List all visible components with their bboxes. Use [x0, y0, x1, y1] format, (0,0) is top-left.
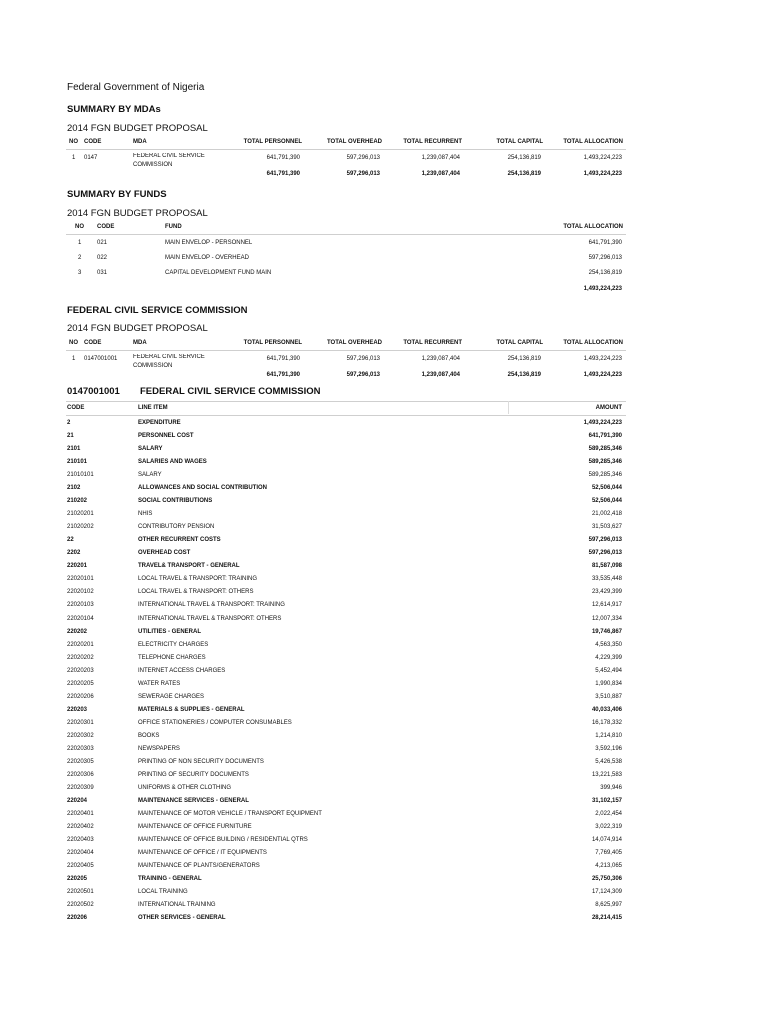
line-item-code: 22020205 — [67, 680, 94, 687]
line-item-amount: 23,429,399 — [591, 589, 622, 596]
line-item-amount: 81,587,098 — [591, 563, 622, 570]
line-item-name: ELECTRICITY CHARGES — [138, 641, 209, 648]
line-item-amount: 19,746,867 — [591, 628, 622, 635]
line-item-code: 220205 — [67, 876, 88, 882]
header-total-allocation: TOTAL ALLOCATION — [563, 224, 623, 230]
line-item-row — [66, 873, 626, 886]
line-item-amount: 4,563,350 — [595, 641, 622, 648]
line-item-row — [66, 456, 626, 469]
line-item-name: TRAVEL& TRANSPORT - GENERAL — [138, 563, 240, 570]
total-allocation: 1,493,224,223 — [583, 372, 622, 378]
row-mda-name-2: COMMISSION — [133, 363, 173, 369]
line-item-row — [66, 860, 626, 873]
line-item-code: 22020201 — [67, 641, 94, 648]
header-total-allocation: TOTAL ALLOCATION — [563, 139, 623, 145]
header-divider — [508, 401, 509, 414]
line-item-row — [66, 626, 626, 639]
fund-row-code: 022 — [97, 255, 108, 261]
fcsc-summary-title: FEDERAL CIVIL SERVICE COMMISSION — [67, 305, 248, 316]
line-item-name: INTERNATIONAL TRAVEL & TRANSPORT: TRAINING — [138, 602, 285, 609]
line-item-row — [66, 730, 626, 743]
line-item-row — [66, 886, 626, 899]
line-item-name: SOCIAL CONTRIBUTIONS — [138, 498, 213, 505]
mda-summary-totals — [66, 171, 626, 181]
line-item-code: 2102 — [67, 485, 81, 492]
line-item-amount: 8,625,997 — [595, 902, 622, 909]
line-item-name: ALLOWANCES AND SOCIAL CONTRIBUTION — [138, 485, 267, 492]
line-item-code: 22020401 — [67, 810, 94, 817]
fund-row-no: 1 — [78, 240, 82, 246]
line-items-section-code: 0147001001 — [67, 386, 120, 397]
line-item-name: LOCAL TRAINING — [138, 889, 188, 896]
fund-row-name: CAPITAL DEVELOPMENT FUND MAIN — [165, 270, 272, 276]
line-item-row — [66, 795, 626, 808]
header-no: NO — [69, 340, 78, 346]
line-items-section-title: FEDERAL CIVIL SERVICE COMMISSION — [140, 386, 321, 397]
fund-row-allocation: 597,296,013 — [588, 255, 622, 261]
line-item-code: 220201 — [67, 563, 88, 570]
line-item-row — [66, 782, 626, 795]
line-item-code: 22020306 — [67, 771, 94, 778]
line-item-amount: 1,990,834 — [595, 680, 622, 687]
row-personnel: 641,791,390 — [266, 356, 300, 362]
line-item-code: 2 — [67, 420, 71, 426]
line-item-row — [66, 599, 626, 612]
line-item-row — [66, 469, 626, 482]
line-item-name: BOOKS — [138, 732, 160, 739]
line-item-code: 22020309 — [67, 784, 94, 791]
line-item-row — [66, 495, 626, 508]
total-personnel: 641,791,390 — [266, 372, 300, 378]
government-title: Federal Government of Nigeria — [67, 82, 205, 93]
line-item-code: 22020404 — [67, 850, 94, 856]
line-item-name: NHIS — [138, 511, 153, 518]
line-item-code: 21020202 — [67, 524, 94, 531]
line-item-amount: 4,213,065 — [595, 863, 622, 869]
line-item-amount: 589,285,346 — [588, 446, 622, 453]
row-overhead: 597,296,013 — [346, 356, 380, 362]
line-item-name: OTHER SERVICES - GENERAL — [138, 915, 226, 922]
fund-row — [66, 270, 626, 280]
total-personnel: 641,791,390 — [266, 171, 300, 177]
line-item-amount: 25,750,306 — [591, 876, 622, 882]
line-item-amount: 52,506,044 — [591, 498, 622, 505]
line-item-amount: 3,510,887 — [595, 693, 622, 700]
line-item-row — [66, 834, 626, 847]
line-item-code: 2101 — [67, 446, 81, 453]
row-code: 0147001001 — [84, 356, 118, 362]
line-item-name: MAINTENANCE SERVICES - GENERAL — [138, 797, 249, 804]
line-item-amount: 13,221,583 — [591, 771, 622, 778]
line-item-amount: 2,022,454 — [595, 810, 622, 817]
total-capital: 254,136,819 — [507, 372, 541, 378]
row-code: 0147 — [84, 155, 98, 161]
row-personnel: 641,791,390 — [266, 155, 300, 161]
line-item-code: 22020104 — [67, 615, 94, 622]
line-item-row — [66, 769, 626, 782]
row-capital: 254,136,819 — [507, 155, 541, 161]
fund-summary-header — [66, 222, 626, 235]
line-item-code: 22020202 — [67, 654, 94, 661]
total-overhead: 597,296,013 — [346, 372, 380, 378]
line-item-row — [66, 430, 626, 443]
line-item-code: 22020103 — [67, 602, 94, 609]
line-item-amount: 1,214,810 — [595, 732, 622, 739]
row-allocation: 1,493,224,223 — [583, 356, 622, 362]
line-item-code: 21010101 — [67, 472, 94, 479]
line-item-amount: 52,506,044 — [591, 485, 622, 492]
header-mda: MDA — [133, 340, 147, 346]
line-item-name: MAINTENANCE OF OFFICE BUILDING / RESIDENTIAL QTRS — [138, 837, 308, 843]
line-item-code: 22020405 — [67, 863, 94, 869]
header-no: NO — [69, 139, 78, 145]
line-item-amount: 399,946 — [600, 784, 622, 791]
line-item-row — [66, 613, 626, 626]
header-code: CODE — [67, 405, 85, 411]
line-item-row — [66, 704, 626, 717]
header-mda: MDA — [133, 139, 147, 145]
fund-summary-total — [66, 286, 626, 296]
fcsc-summary-row — [66, 354, 626, 370]
total-capital: 254,136,819 — [507, 171, 541, 177]
header-line-item: LINE ITEM — [138, 405, 168, 411]
fcsc-summary-totals — [66, 372, 626, 382]
line-item-code: 22020206 — [67, 693, 94, 700]
row-recurrent: 1,239,087,404 — [421, 155, 460, 161]
header-total-capital: TOTAL CAPITAL — [496, 139, 543, 145]
fund-row-allocation: 641,791,390 — [588, 240, 622, 246]
line-item-code: 210202 — [67, 498, 88, 505]
header-total-capital: TOTAL CAPITAL — [496, 340, 543, 346]
fund-row-name: MAIN ENVELOP - PERSONNEL — [165, 240, 253, 246]
row-capital: 254,136,819 — [507, 356, 541, 362]
line-item-code: 22020502 — [67, 902, 94, 909]
mda-summary-subtitle: 2014 FGN BUDGET PROPOSAL — [67, 123, 208, 134]
line-item-amount: 21,002,418 — [591, 511, 622, 518]
line-item-row — [66, 521, 626, 534]
line-item-amount: 14,074,914 — [591, 837, 622, 843]
line-item-amount: 3,592,196 — [595, 745, 622, 752]
line-item-row — [66, 717, 626, 730]
line-item-row — [66, 665, 626, 678]
line-item-row — [66, 912, 626, 925]
line-item-code: 2202 — [67, 550, 81, 557]
line-item-name: INTERNATIONAL TRAINING — [138, 902, 216, 909]
line-item-amount: 17,124,309 — [591, 889, 622, 896]
line-item-row — [66, 756, 626, 769]
line-item-row — [66, 573, 626, 586]
line-item-name: PRINTING OF NON SECURITY DOCUMENTS — [138, 758, 264, 765]
line-item-amount: 31,102,157 — [591, 797, 622, 804]
line-item-name: SEWERAGE CHARGES — [138, 693, 205, 700]
fund-summary-title: SUMMARY BY FUNDS — [67, 189, 167, 200]
fund-row-allocation: 254,136,819 — [588, 270, 622, 276]
header-total-recurrent: TOTAL RECURRENT — [403, 340, 462, 346]
line-item-name: INTERNET ACCESS CHARGES — [138, 667, 226, 674]
line-item-amount: 31,503,627 — [591, 524, 622, 531]
line-item-name: UTILITIES - GENERAL — [138, 628, 201, 635]
line-item-amount: 16,178,332 — [591, 719, 622, 726]
line-item-code: 22020303 — [67, 745, 94, 752]
header-total-personnel: TOTAL PERSONNEL — [243, 139, 302, 145]
line-item-row — [66, 899, 626, 912]
line-item-code: 22020102 — [67, 589, 94, 596]
line-item-code: 22020203 — [67, 667, 94, 674]
line-item-row — [66, 821, 626, 834]
line-item-row — [66, 534, 626, 547]
line-item-amount: 28,214,415 — [591, 915, 622, 922]
line-item-code: 21 — [67, 433, 74, 439]
line-item-row — [66, 639, 626, 652]
line-item-code: 22020403 — [67, 837, 94, 843]
line-item-row — [66, 586, 626, 599]
line-item-amount: 40,033,406 — [591, 706, 622, 713]
fcsc-summary-header — [66, 338, 626, 351]
fund-row — [66, 240, 626, 250]
header-fund: FUND — [165, 224, 182, 230]
line-item-name: MAINTENANCE OF OFFICE / IT EQUIPMENTS — [138, 850, 267, 856]
line-item-name: SALARY — [138, 446, 163, 453]
line-item-amount: 33,535,448 — [591, 576, 622, 583]
line-item-name: OFFICE STATIONERIES / COMPUTER CONSUMABLES — [138, 719, 292, 726]
line-item-name: EXPENDITURE — [138, 420, 181, 426]
line-item-name: PERSONNEL COST — [138, 433, 194, 439]
line-item-name: OVERHEAD COST — [138, 550, 191, 557]
line-item-code: 22020402 — [67, 823, 94, 830]
line-item-code: 22020301 — [67, 719, 94, 726]
line-item-name: UNIFORMS & OTHER CLOTHING — [138, 784, 232, 791]
row-no: 1 — [72, 155, 76, 161]
fcsc-summary-subtitle: 2014 FGN BUDGET PROPOSAL — [67, 323, 208, 334]
line-item-amount: 7,769,405 — [595, 850, 622, 856]
line-item-name: SALARIES AND WAGES — [138, 459, 207, 466]
fund-row-no: 2 — [78, 255, 82, 261]
line-item-row — [66, 560, 626, 573]
line-item-amount: 641,791,390 — [588, 433, 622, 439]
line-item-amount: 3,022,319 — [595, 823, 622, 830]
row-recurrent: 1,239,087,404 — [421, 356, 460, 362]
row-mda-name-2: COMMISSION — [133, 162, 173, 168]
header-total-overhead: TOTAL OVERHEAD — [326, 139, 382, 145]
line-item-name: CONTRIBUTORY PENSION — [138, 524, 215, 531]
line-item-row — [66, 847, 626, 860]
header-total-personnel: TOTAL PERSONNEL — [243, 340, 302, 346]
line-item-code: 220206 — [67, 915, 88, 922]
line-item-name: INTERNATIONAL TRAVEL & TRANSPORT: OTHERS — [138, 615, 282, 622]
line-item-code: 22020101 — [67, 576, 94, 583]
line-item-amount: 589,285,346 — [588, 472, 622, 479]
line-item-name: SALARY — [138, 472, 162, 479]
line-item-row — [66, 678, 626, 691]
fund-row-code: 031 — [97, 270, 108, 276]
line-item-row — [66, 443, 626, 456]
fund-row-code: 021 — [97, 240, 108, 246]
line-item-name: NEWSPAPERS — [138, 745, 180, 752]
header-total-recurrent: TOTAL RECURRENT — [403, 139, 462, 145]
line-items-header — [66, 401, 626, 416]
line-item-row — [66, 508, 626, 521]
header-no: NO — [75, 224, 84, 230]
fund-total-allocation: 1,493,224,223 — [583, 286, 622, 292]
row-allocation: 1,493,224,223 — [583, 155, 622, 161]
fund-row — [66, 255, 626, 265]
mda-summary-row — [66, 153, 626, 169]
line-item-name: OTHER RECURRENT COSTS — [138, 537, 221, 544]
row-no: 1 — [72, 356, 76, 362]
total-overhead: 597,296,013 — [346, 171, 380, 177]
mda-summary-header — [66, 137, 626, 150]
row-mda-name: FEDERAL CIVIL SERVICE — [133, 354, 205, 360]
line-item-name: LOCAL TRAVEL & TRANSPORT: TRAINING — [138, 576, 258, 583]
mda-summary-title: SUMMARY BY MDAs — [67, 104, 161, 115]
line-item-row — [66, 547, 626, 560]
line-item-code: 22 — [67, 537, 74, 544]
line-item-amount: 1,493,224,223 — [583, 420, 622, 426]
header-total-allocation: TOTAL ALLOCATION — [563, 340, 623, 346]
header-amount: AMOUNT — [595, 405, 622, 411]
line-item-row — [66, 652, 626, 665]
line-item-amount: 597,296,013 — [588, 537, 622, 544]
line-item-name: WATER RATES — [138, 680, 181, 687]
line-item-row — [66, 691, 626, 704]
line-item-amount: 12,007,334 — [591, 615, 622, 622]
line-item-amount: 12,614,917 — [591, 602, 622, 609]
line-item-name: MATERIALS & SUPPLIES - GENERAL — [138, 706, 245, 713]
line-item-row — [66, 743, 626, 756]
line-item-row — [66, 808, 626, 821]
header-code: CODE — [84, 139, 102, 145]
line-item-row — [66, 482, 626, 495]
total-allocation: 1,493,224,223 — [583, 171, 622, 177]
line-item-amount: 5,452,494 — [595, 667, 622, 674]
row-overhead: 597,296,013 — [346, 155, 380, 161]
line-item-amount: 5,426,538 — [595, 758, 622, 765]
line-item-code: 210101 — [67, 459, 88, 466]
line-item-name: TELEPHONE CHARGES — [138, 654, 206, 661]
line-item-code: 220202 — [67, 628, 88, 635]
total-recurrent: 1,239,087,404 — [421, 171, 460, 177]
line-item-amount: 4,229,399 — [595, 654, 622, 661]
line-item-code: 220203 — [67, 706, 88, 713]
line-item-name: MAINTENANCE OF OFFICE FURNITURE — [138, 823, 252, 830]
line-item-name: PRINTING OF SECURITY DOCUMENTS — [138, 771, 249, 778]
fund-row-name: MAIN ENVELOP - OVERHEAD — [165, 255, 249, 261]
line-item-code: 22020302 — [67, 732, 94, 739]
line-item-amount: 597,296,013 — [588, 550, 622, 557]
row-mda-name: FEDERAL CIVIL SERVICE — [133, 153, 205, 159]
header-total-overhead: TOTAL OVERHEAD — [326, 340, 382, 346]
line-item-name: TRAINING - GENERAL — [138, 876, 202, 882]
header-code: CODE — [97, 224, 115, 230]
fund-row-no: 3 — [78, 270, 82, 276]
total-recurrent: 1,239,087,404 — [421, 372, 460, 378]
line-item-name: MAINTENANCE OF PLANTS/GENERATORS — [138, 863, 260, 869]
line-item-row — [66, 417, 626, 430]
line-item-code: 22020305 — [67, 758, 94, 765]
line-item-amount: 589,285,346 — [588, 459, 622, 466]
line-item-name: MAINTENANCE OF MOTOR VEHICLE / TRANSPORT EQUIPMENT — [138, 810, 322, 817]
line-item-name: LOCAL TRAVEL & TRANSPORT: OTHERS — [138, 589, 254, 596]
line-item-code: 220204 — [67, 797, 88, 804]
line-item-code: 21020201 — [67, 511, 94, 518]
fund-summary-subtitle: 2014 FGN BUDGET PROPOSAL — [67, 208, 208, 219]
line-item-code: 22020501 — [67, 889, 94, 896]
header-code: CODE — [84, 340, 102, 346]
